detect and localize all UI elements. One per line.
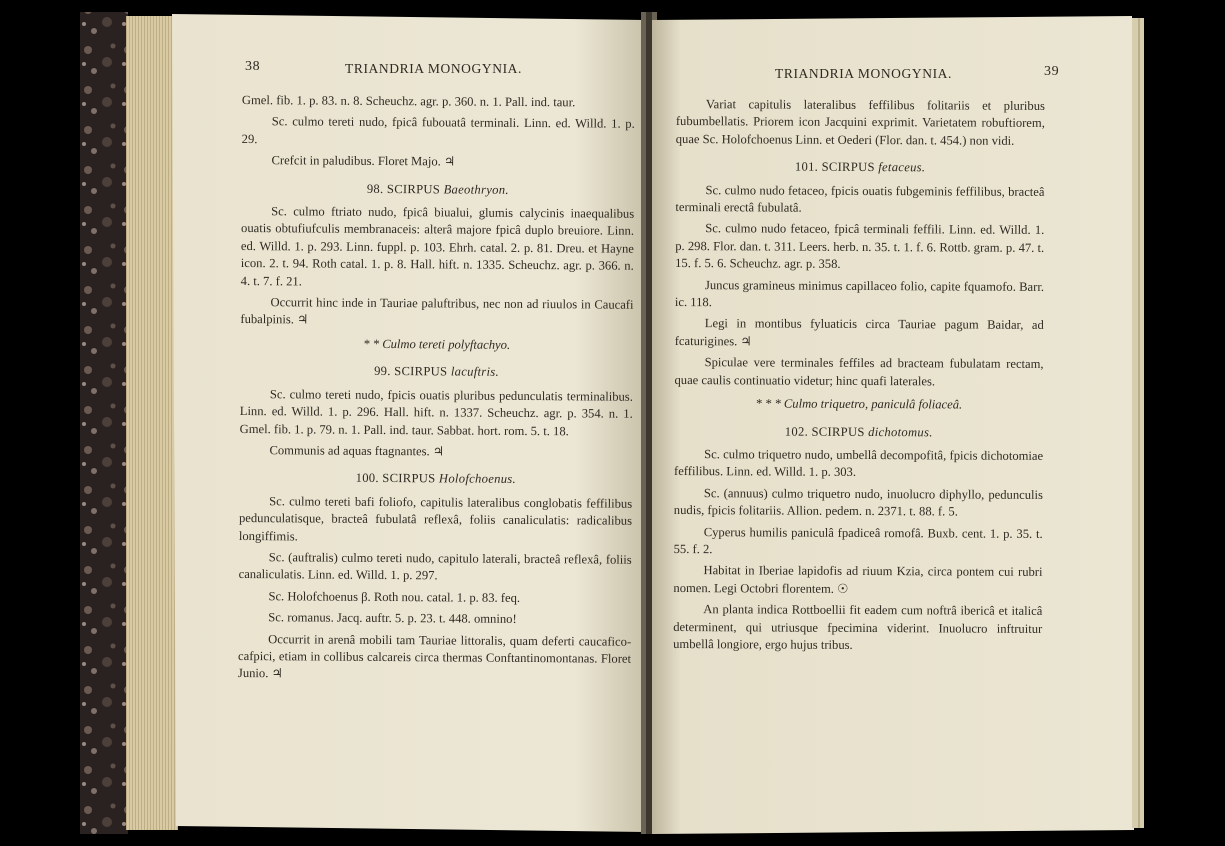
section-divider: * * * Culmo triquetro, paniculâ foliaceâ. <box>755 396 963 412</box>
paragraph: Sc. Holofchoenus β. Roth nou. catal. 1. p. 83. feq. <box>268 588 521 605</box>
paragraph: Legi in montibus fyluaticis circa Tauriae pagum Baidar, ad fcaturigines. ♃ <box>674 316 1044 349</box>
paragraph: Sc. culmo tereti nudo, fpicâ fubouatâ terminali. Linn. ed. Willd. 1. p. 29. <box>241 114 635 146</box>
paragraph: Habitat in Iberiae lapidofis ad riuum Kzia, circa pontem cui rubri nomen. Legi Octobri florentem. ☉ <box>673 563 1043 596</box>
species-name: dichotomus. <box>868 424 933 439</box>
left-page-number: 38 <box>245 59 261 74</box>
section-divider: * * Culmo tereti polyftachyo. <box>363 336 511 352</box>
right-page-edges <box>1132 18 1144 828</box>
species-number: 100. SCIRPUS <box>355 471 436 486</box>
paragraph: Sc. romanus. Jacq. auftr. 5. p. 23. t. 448. omnino! <box>268 610 517 627</box>
species-heading <box>239 469 632 489</box>
species-number: 99. SCIRPUS <box>374 364 448 379</box>
species-heading <box>240 362 633 382</box>
species-heading <box>674 422 1043 441</box>
paragraph: Sc. culmo ftriato nudo, fpicâ biualui, glumis calycinis inaequalibus ouatis obtufiufculis membranaceis: alterâ majore fpicâ duplo breuiore. Linn. ed. Willd. 1. p. 293. Linn. fuppl. p. 103. Ehrh. catal. 2. p. 81. Dreu. et Hayne icon. 2. t. 94. Roth catal. 1. p. 8. Hall. hift. n. 1335. Scheuchz. agr. p. 366. n. 4. t. 7. f. 21. <box>240 204 635 289</box>
paragraph: Sc. culmo nudo fetaceo, fpicis ouatis fubgeminis feffilibus, bracteâ terminali erectâ fubulatâ. <box>675 182 1045 215</box>
paragraph: Spiculae vere terminales feffiles ad bracteam fubulatam rectam, quae caulis continuatio videtur; hinc quafi laterales. <box>674 355 1044 389</box>
paragraph: Sc. culmo tereti nudo, fpicis ouatis pluribus pedunculatis terminalibus. Linn. ed. Willd. 1. p. 296. Hall. hift. n. 1337. Scheuchz. agr. p. 354. n. 1. Gmel. fib. 1. p. 79. n. 1. Pall. ind. taur. Sabbat. hort. rom. 5. t. 18. <box>239 386 633 438</box>
species-number: 102. SCIRPUS <box>784 424 865 439</box>
right-page-number: 39 <box>1044 64 1060 79</box>
paragraph: Sc. culmo nudo fetaceo, fpicâ terminali feffili. Linn. ed. Willd. 1. p. 298. Flor. dan. t. 311. Leers. herb. n. 35. t. 1. f. 6. Rottb. gram. p. 47. t. 15. f. 5. 6. Scheuchz. agr. p. 358. <box>675 221 1045 272</box>
paragraph: An planta indica Rottboellii fit eadem cum noftrâ ibericâ et italicâ determinent, qui utriusque fpecimina viderint. Inuolucro inftruitur umbellâ longiore, ergo hujus tribus. <box>673 602 1043 652</box>
species-name: lacuftris. <box>450 364 500 380</box>
left-page-edges <box>126 16 178 830</box>
paragraph: Crefcit in paludibus. Floret Majo. ♃ <box>271 153 456 169</box>
species-heading <box>241 180 634 200</box>
paragraph: Variat capitulis lateralibus feffilibus folitariis et pluribus fubumbellatis. Priorem icon Jacquini exprimit. Varietatem robuftiorem, quae Sc. Holofchoenus Linn. et Oederi (Flor. dan. t. 454.) non vidi. <box>675 97 1045 148</box>
species-heading <box>676 158 1045 177</box>
paragraph: Cyperus humilis paniculâ fpadiceâ romofâ. Buxb. cent. 1. p. 35. t. 55. f. 2. <box>673 524 1043 557</box>
paragraph: Sc. (annuus) culmo triquetro nudo, inuolucro diphyllo, pedunculis nudis, fpicis folitariis. Allion. pedem. n. 2371. t. 88. f. 5. <box>673 485 1043 519</box>
paragraph: Juncus gramineus minimus capillaceo folio, capite fquamofo. Barr. ic. 118. <box>674 277 1045 310</box>
paragraph: Sc. (auftralis) culmo tereti nudo, capitulo laterali, bracteâ reflexâ, foliis canaliculatis. Linn. ed. Willd. 1. p. 297. <box>238 550 632 583</box>
paragraph: Sc. culmo triquetro nudo, umbellâ decompofitâ, fpicis dichotomiae feffilibus. Linn. ed. Willd. 1. p. 303. <box>673 447 1044 480</box>
paragraph: Communis ad aquas ftagnantes. ♃ <box>269 443 445 459</box>
species-number: 101. SCIRPUS <box>794 159 875 175</box>
paragraph: Sc. culmo tereti bafi foliofo, capitulis lateralibus conglobatis feffilibus pedunculatisque, bracteâ fubulatâ reflexâ, foliis canaliculatis: radicalibus longiffimis. <box>238 493 633 543</box>
paragraph: Occurrit in arenâ mobili tam Tauriae littoralis, quam deferti caucafico-cafpici, etiam in collibus calcareis circa thermas Conftantinomontanas. Floret Junio. ♃ <box>237 631 632 681</box>
paragraph: Occurrit hinc inde in Tauriae paluftribus, nec non ad riuulos in Caucafi fubalpinis. ♃ <box>240 295 634 327</box>
left-cover-board <box>80 12 128 834</box>
species-name: Baeothryon. <box>443 182 509 197</box>
left-page-text <box>238 92 635 690</box>
paragraph: Gmel. fib. 1. p. 83. n. 8. Scheuchz. agr. p. 360. n. 1. Pall. ind. taur. <box>241 92 576 110</box>
right-running-head: TRIANDRIA MONOGYNIA. <box>775 66 952 81</box>
right-page-text <box>673 96 1045 659</box>
left-running-head: TRIANDRIA MONOGYNIA. <box>345 61 522 76</box>
species-name: fetaceus. <box>878 160 926 175</box>
species-name: Holofchoenus. <box>438 471 517 487</box>
species-number: 98. SCIRPUS <box>366 181 441 197</box>
